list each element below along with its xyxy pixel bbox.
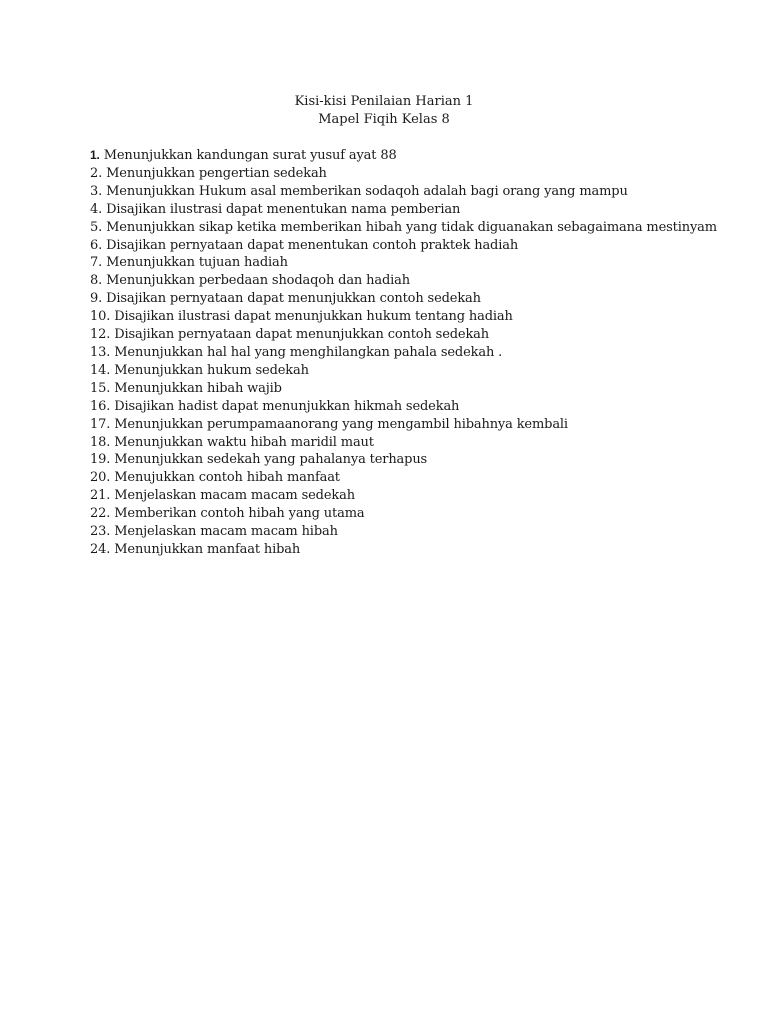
list-item: [90, 201, 717, 219]
list-item-text: Disajikan ilustrasi dapat menentukan nama pemberian: [106, 201, 461, 217]
list-item: [90, 434, 717, 452]
list-item-number: 9.: [90, 291, 103, 307]
list-item-text: Menunjukkan pengertian sedekah: [106, 165, 327, 181]
list-item-number: 23.: [90, 524, 111, 540]
list-item-number: 5.: [90, 219, 103, 235]
list-item-text: Menunjukkan sedekah yang pahalanya terhapus: [114, 452, 428, 468]
document-header: [0, 93, 768, 129]
list-item-text: Disajikan pernyataan dapat menentukan contoh praktek hadiah: [106, 237, 519, 253]
list-item-number: 8.: [90, 273, 103, 289]
list-item: [90, 254, 717, 272]
list-item-number: 24.: [90, 541, 111, 557]
list-item-number: 13.: [90, 344, 111, 360]
list-item: [90, 523, 717, 541]
list-item-number: 15.: [90, 380, 111, 396]
list-item-number: 7.: [90, 255, 103, 271]
list-item: [90, 487, 717, 505]
list-item-number: 22.: [90, 506, 111, 522]
list-item-text: Menunjukkan hukum sedekah: [114, 362, 309, 378]
list-item-number: 20.: [90, 470, 111, 486]
list-item-text: Menunjukkan manfaat hibah: [114, 541, 301, 557]
list-item-text: Disajikan ilustrasi dapat menunjukkan hukum tentang hadiah: [114, 309, 513, 325]
list-item-number: 10.: [90, 309, 111, 325]
list-item-number: 18.: [90, 434, 111, 450]
list-item-text: Disajikan hadist dapat menunjukkan hikmah sedekah: [114, 398, 460, 414]
list-item-number: 16.: [90, 398, 111, 414]
list-item: [90, 219, 717, 237]
list-item-text: Memberikan contoh hibah yang utama: [114, 506, 365, 522]
list-item: [90, 165, 717, 183]
list-item: [90, 272, 717, 290]
list-item-text: Menunjukkan hibah wajib: [114, 380, 282, 396]
list-item: [90, 326, 717, 344]
list-item-text: Menjelaskan macam macam sedekah: [114, 488, 355, 504]
list-item-text: Menjelaskan macam macam hibah: [114, 524, 338, 540]
list-item: [90, 505, 717, 523]
list-item-text: Disajikan pernyataan dapat menunjukkan contoh sedekah: [114, 327, 490, 343]
list-item-text: Disajikan pernyataan dapat menunjukkan contoh sedekah: [106, 291, 481, 307]
list-item-number: 12.: [90, 327, 111, 343]
list-item-text: Menujukkan contoh hibah manfaat: [114, 470, 340, 486]
list-item-number: 17.: [90, 416, 111, 432]
list-item: [90, 469, 717, 487]
list-item: [90, 308, 717, 326]
list-item-number: 2.: [90, 165, 103, 181]
list-item: [90, 183, 717, 201]
list-item: [90, 451, 717, 469]
list-item-text: Menunjukkan tujuan hadiah: [106, 255, 288, 271]
list-item: [90, 398, 717, 416]
document-title: Kisi-kisi Penilaian Harian 1: [294, 94, 474, 109]
list-item-text: Menunjukkan kandungan surat yusuf ayat 88: [103, 148, 397, 163]
list-item: [90, 541, 717, 559]
list-item-text: Menunjukkan perumpamaanorang yang mengambil hibahnya kembali: [114, 416, 568, 432]
indicator-list: [90, 147, 717, 559]
list-item-text: Menunjukkan waktu hibah maridil maut: [114, 434, 374, 450]
document-subtitle: Mapel Fiqih Kelas 8: [318, 112, 450, 127]
list-item-number: 3.: [90, 183, 103, 199]
list-item: [90, 147, 717, 165]
list-item: [90, 362, 717, 380]
list-item-number: 21.: [90, 488, 111, 504]
list-item-text: Menunjukkan sikap ketika memberikan hibah yang tidak diguanakan sebagaimana mestinyam: [106, 219, 717, 235]
list-item-text: Menunjukkan perbedaan shodaqoh dan hadiah: [106, 273, 410, 289]
list-item-number: 1.: [90, 148, 100, 162]
list-item-number: 6.: [90, 237, 103, 253]
list-item-text: Menunjukkan hal hal yang menghilangkan pahala sedekah .: [114, 344, 503, 360]
list-item: [90, 380, 717, 398]
list-item: [90, 290, 717, 308]
list-item-number: 14.: [90, 362, 111, 378]
list-item-text: Menunjukkan Hukum asal memberikan sodaqoh adalah bagi orang yang mampu: [106, 183, 628, 199]
list-item-number: 4.: [90, 201, 103, 217]
list-item: [90, 344, 717, 362]
list-item: [90, 416, 717, 434]
list-item-number: 19.: [90, 452, 111, 468]
list-item: [90, 237, 717, 255]
